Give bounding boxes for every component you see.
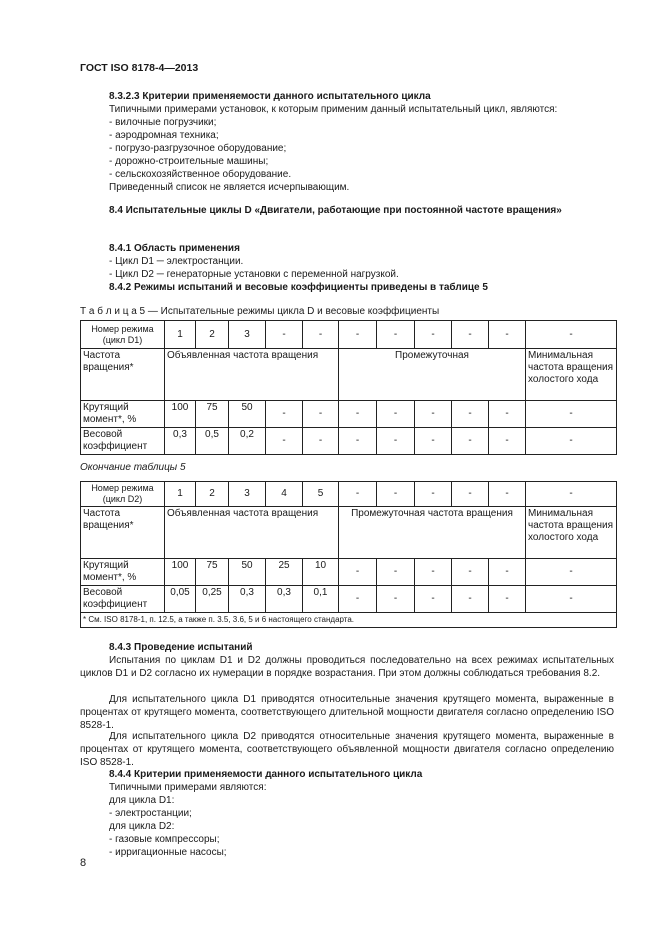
- mode-label: Номер режима (цикл D1): [81, 321, 165, 349]
- table-cell: -: [415, 482, 452, 507]
- table-cell: -: [489, 321, 526, 349]
- table-cell: 0,3: [266, 586, 303, 613]
- table-cell: 100: [165, 559, 196, 586]
- table-cell: 5: [303, 482, 339, 507]
- text-line: для цикла D1:: [109, 795, 175, 806]
- table-cell: -: [415, 559, 452, 586]
- table-cell: -: [377, 482, 415, 507]
- table-cell: -: [526, 428, 617, 455]
- table-row: [81, 482, 617, 507]
- list-item: - погрузо-разгрузочное оборудование;: [109, 143, 287, 154]
- list-item: - Цикл D2 ─ генераторные установки с переменной нагрузкой.: [109, 269, 399, 280]
- speed-intermediate: Промежуточная: [339, 349, 526, 401]
- torque-label: Крутящий момент*, %: [81, 401, 165, 428]
- table-row: [81, 559, 617, 586]
- table-5-caption: Т а б л и ц а 5 — Испытательные режимы цикла D и весовые коэффициенты: [80, 306, 440, 317]
- table-cell: -: [266, 428, 303, 455]
- speed-idle: Минимальная частота вращения холостого хода: [526, 349, 617, 401]
- table-cell: 0,2: [229, 428, 266, 455]
- speed-declared: Объявленная частота вращения: [165, 349, 339, 401]
- list-item: - аэродромная техника;: [109, 130, 219, 141]
- table-cell: -: [339, 586, 377, 613]
- list-item: - сельскохозяйственное оборудование.: [109, 169, 292, 180]
- table-cell: -: [526, 559, 617, 586]
- table-cell: -: [489, 428, 526, 455]
- page-number: 8: [80, 857, 87, 869]
- table-cell: -: [489, 401, 526, 428]
- table-cell: -: [452, 586, 489, 613]
- text-line: Типичными примерами являются:: [109, 782, 267, 793]
- table-cell: 50: [229, 559, 266, 586]
- table-row: [81, 586, 617, 613]
- table-cell: 0,3: [165, 428, 196, 455]
- table-cell: -: [489, 586, 526, 613]
- table-cell: 75: [196, 401, 229, 428]
- table-cell: -: [377, 559, 415, 586]
- table-cell: 3: [229, 321, 266, 349]
- section-8-4-title: 8.4 Испытательные циклы D «Двигатели, работающие при постоянной частоте вращения»: [109, 205, 562, 216]
- paragraph: Для испытательного цикла D1 приводятся относительные значения крутящего момента, выраженные в процентах от крутящего момента, соответствующего длительной мощности двигателя согласно определению ISO 8528-1.: [80, 694, 614, 731]
- table-cell: -: [415, 586, 452, 613]
- list-item: - газовые компрессоры;: [109, 834, 220, 845]
- mode-label: Номер режима (цикл D2): [81, 482, 165, 507]
- speed-label: Частота вращения*: [81, 507, 165, 559]
- speed-idle: Минимальная частота вращения холостого хода: [526, 507, 617, 559]
- table-cell: -: [339, 482, 377, 507]
- table-cell: -: [452, 321, 489, 349]
- table-cell: -: [339, 559, 377, 586]
- weight-label: Весовой коэффициент: [81, 586, 165, 613]
- table-cell: -: [377, 321, 415, 349]
- weight-label: Весовой коэффициент: [81, 428, 165, 455]
- table-cell: 75: [196, 559, 229, 586]
- table-cell: 100: [165, 401, 196, 428]
- table-cell: 0,25: [196, 586, 229, 613]
- table-cell: -: [526, 321, 617, 349]
- table-cell: -: [452, 428, 489, 455]
- table-row: [81, 613, 617, 628]
- table-5-part-1: [80, 320, 617, 455]
- table-cell: 2: [196, 321, 229, 349]
- table-cell: -: [452, 401, 489, 428]
- section-end-note: Приведенный список не является исчерпывающим.: [109, 182, 350, 193]
- table-cell: 0,05: [165, 586, 196, 613]
- table-cell: 0,1: [303, 586, 339, 613]
- table-row: [81, 507, 617, 559]
- table-cell: 1: [165, 482, 196, 507]
- section-8-4-2-title: 8.4.2 Режимы испытаний и весовые коэффициенты приведены в таблице 5: [109, 282, 488, 293]
- speed-declared: Объявленная частота вращения: [165, 507, 339, 559]
- table-cell: -: [339, 401, 377, 428]
- torque-label: Крутящий момент*, %: [81, 559, 165, 586]
- table-cell: -: [415, 321, 452, 349]
- table-cell: -: [452, 482, 489, 507]
- table-cell: 3: [229, 482, 266, 507]
- table-cell: -: [303, 321, 339, 349]
- table-cell: -: [526, 401, 617, 428]
- table-cell: -: [526, 586, 617, 613]
- section-8-4-3-title: 8.4.3 Проведение испытаний: [109, 642, 253, 653]
- table-cell: -: [377, 401, 415, 428]
- table-row: [81, 349, 617, 401]
- table-5-part-2: [80, 481, 617, 628]
- list-item: - дорожно-строительные машины;: [109, 156, 269, 167]
- section-intro: Типичными примерами установок, к которым применим данный испытательный цикл, являются:: [109, 104, 558, 115]
- table-cell: -: [266, 401, 303, 428]
- text-line: для цикла D2:: [109, 821, 175, 832]
- table-cell: -: [489, 559, 526, 586]
- table-cell: 0,5: [196, 428, 229, 455]
- table-cell: -: [339, 321, 377, 349]
- table-cell: 1: [165, 321, 196, 349]
- table-cell: -: [377, 428, 415, 455]
- table-row: [81, 428, 617, 455]
- speed-intermediate: Промежуточная частота вращения: [339, 507, 526, 559]
- list-item: - ирригационные насосы;: [109, 847, 227, 858]
- table-cell: -: [266, 321, 303, 349]
- document-header: ГОСТ ISO 8178-4—2013: [80, 62, 199, 74]
- table-cell: 2: [196, 482, 229, 507]
- table-row: [81, 401, 617, 428]
- table-cell: -: [415, 401, 452, 428]
- table-row: [81, 321, 617, 349]
- list-item: - вилочные погрузчики;: [109, 117, 217, 128]
- table-cell: -: [415, 428, 452, 455]
- paragraph: Испытания по циклам D1 и D2 должны проводиться последовательно на всех режимах испытательных циклов D1 и D2 согласно их нумерации в порядке возрастания. При этом должны соблюдаться требования 8.2.: [80, 655, 614, 679]
- section-8-4-4-title: 8.4.4 Критерии применяемости данного испытательного цикла: [109, 769, 423, 780]
- table-cell: 10: [303, 559, 339, 586]
- table-cell: -: [303, 401, 339, 428]
- section-8-3-2-3-title: 8.3.2.3 Критерии применяемости данного испытательного цикла: [109, 91, 431, 102]
- table-cell: -: [339, 428, 377, 455]
- table-cell: -: [303, 428, 339, 455]
- list-item: - электростанции;: [109, 808, 192, 819]
- table-cell: -: [489, 482, 526, 507]
- paragraph: Для испытательного цикла D2 приводятся относительные значения крутящего момента, выраженные в процентах от крутящего момента, соответствующего объявленной мощности двигателя согласно определению ISO 8528-1.: [80, 731, 614, 768]
- speed-label: Частота вращения*: [81, 349, 165, 401]
- table-cell: 0,3: [229, 586, 266, 613]
- table-cell: -: [377, 586, 415, 613]
- table-footnote: * См. ISO 8178-1, п. 12.5, а также п. 3.5, 3.6, 5 и 6 настоящего стандарта.: [81, 613, 617, 628]
- list-item: - Цикл D1 ─ электростанции.: [109, 256, 244, 267]
- table-cell: -: [452, 559, 489, 586]
- table-5-continuation-caption: Окончание таблицы 5: [80, 462, 186, 473]
- table-cell: -: [526, 482, 617, 507]
- table-cell: 25: [266, 559, 303, 586]
- table-cell: 4: [266, 482, 303, 507]
- section-8-4-1-title: 8.4.1 Область применения: [109, 243, 240, 254]
- table-cell: 50: [229, 401, 266, 428]
